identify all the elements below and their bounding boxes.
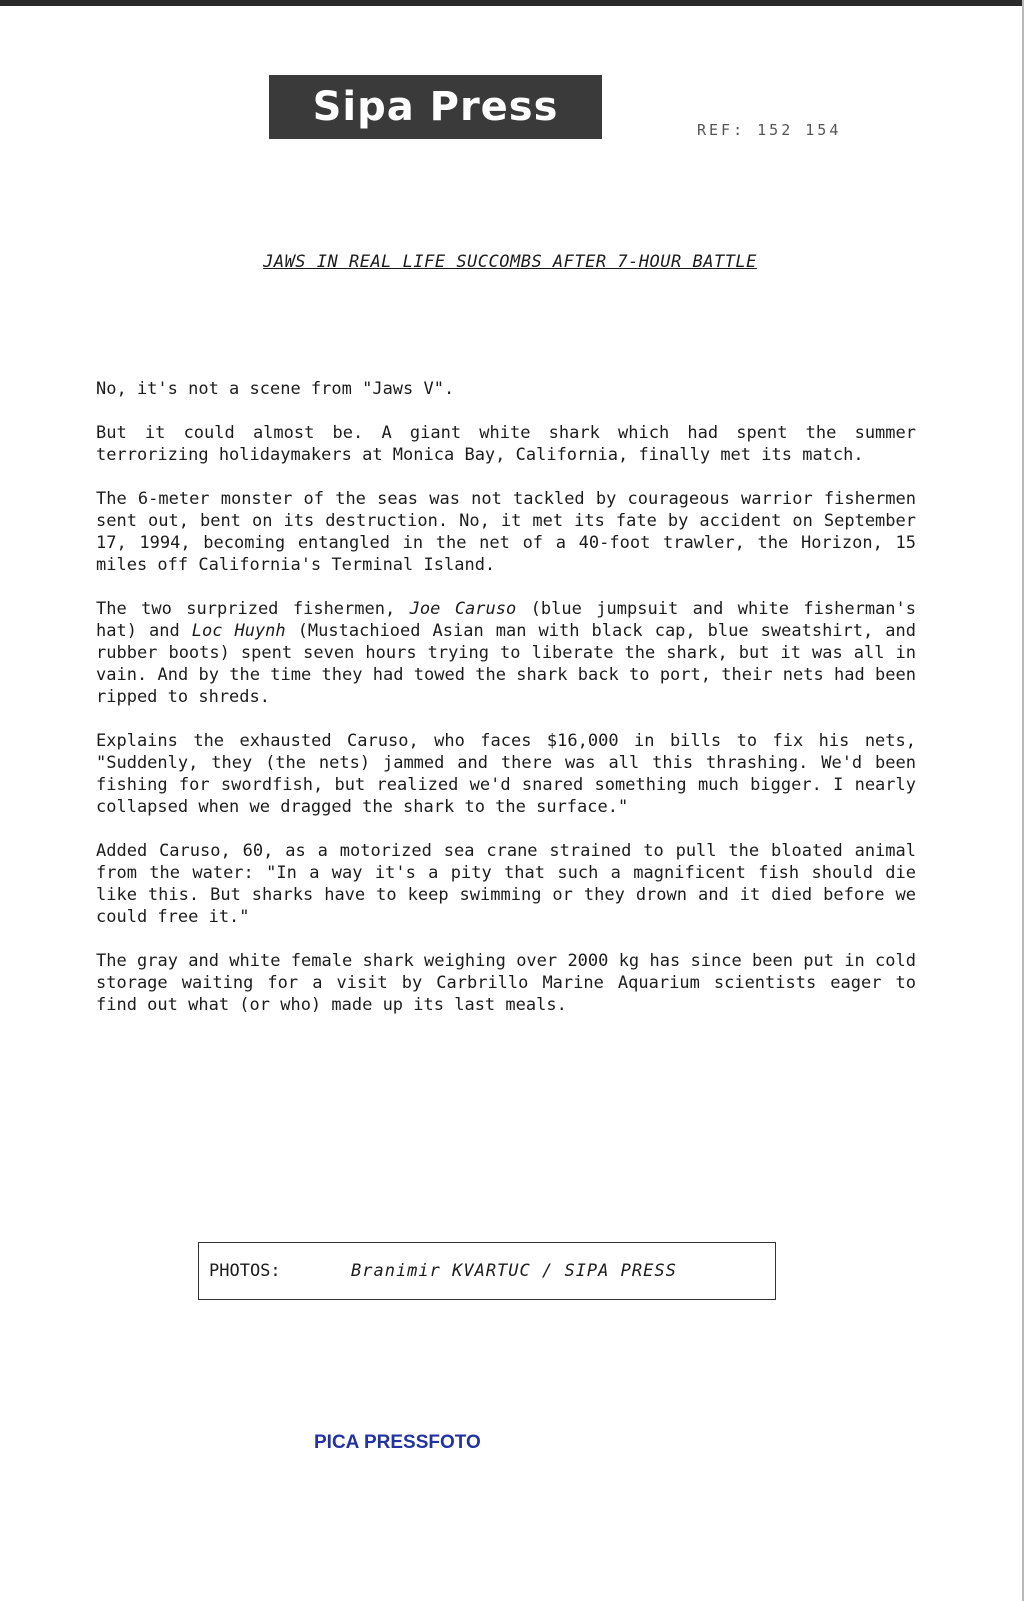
paragraph-5: Explains the exhausted Caruso, who faces $16,000 in bills to fix his nets, "Suddenly, they (the nets) jammed and there was all this thrashing. We'd been fishing for swordfish, but realized we'd snared something much bigger. I nearly collapsed when we dragged the shark to the surface." <box>96 731 916 817</box>
name-loc-huynh: Loc Huynh <box>191 621 286 641</box>
paragraph-2: But it could almost be. A giant white shark which had spent the summer terrorizing holidaymakers at Monica Bay, California, finally met its match. <box>96 423 916 465</box>
photographer-name: Branimir KVARTUC / SIPA PRESS <box>351 1261 677 1281</box>
paragraph-1: No, it's not a scene from "Jaws V". <box>96 379 455 399</box>
photo-credit-box <box>198 1242 776 1300</box>
paragraph-4-text-a: The two surprized fishermen, <box>96 599 410 619</box>
scan-top-edge <box>0 0 1024 6</box>
headline: JAWS IN REAL LIFE SUCCOMBS AFTER 7-HOUR BATTLE <box>263 252 757 272</box>
photo-credit-label: PHOTOS: <box>209 1261 281 1281</box>
paragraph-4-text-b: (blue jumpsuit and white fisherman's hat) and <box>96 599 916 641</box>
article-body <box>96 378 916 1038</box>
paragraph-4-text-c: (Mustachioed Asian man with black cap, blue sweatshirt, and rubber boots) spent seven hours trying to liberate the shark, but it was all in vain. And by the time they had towed the shark back to port, their nets had been ripped to shreds. <box>96 621 916 707</box>
paragraph-7: The gray and white female shark weighing over 2000 kg has since been put in cold storage waiting for a visit by Carbrillo Marine Aquarium scientists eager to find out what (or who) made up its last meals. <box>96 951 916 1015</box>
paragraph-3: The 6-meter monster of the seas was not tackled by courageous warrior fishermen sent out, bent on its destruction. No, it met its fate by accident on September 17, 1994, becoming entangled in the net of a 40-foot trawler, the Horizon, 15 miles off California's Terminal Island. <box>96 489 916 575</box>
name-joe-caruso: Joe Caruso <box>409 599 517 619</box>
reference-number: REF: 152 154 <box>697 121 842 139</box>
pica-pressfoto-stamp: PICA PRESSFOTO <box>314 1432 481 1453</box>
paragraph-4 <box>96 598 916 708</box>
sipa-press-logo: Sipa Press <box>269 75 602 139</box>
paragraph-6: Added Caruso, 60, as a motorized sea crane strained to pull the bloated animal from the water: "In a way it's a pity that such a magnificent fish should die like this. But sharks have to keep swimming or they drown and it died before we could free it." <box>96 841 916 927</box>
